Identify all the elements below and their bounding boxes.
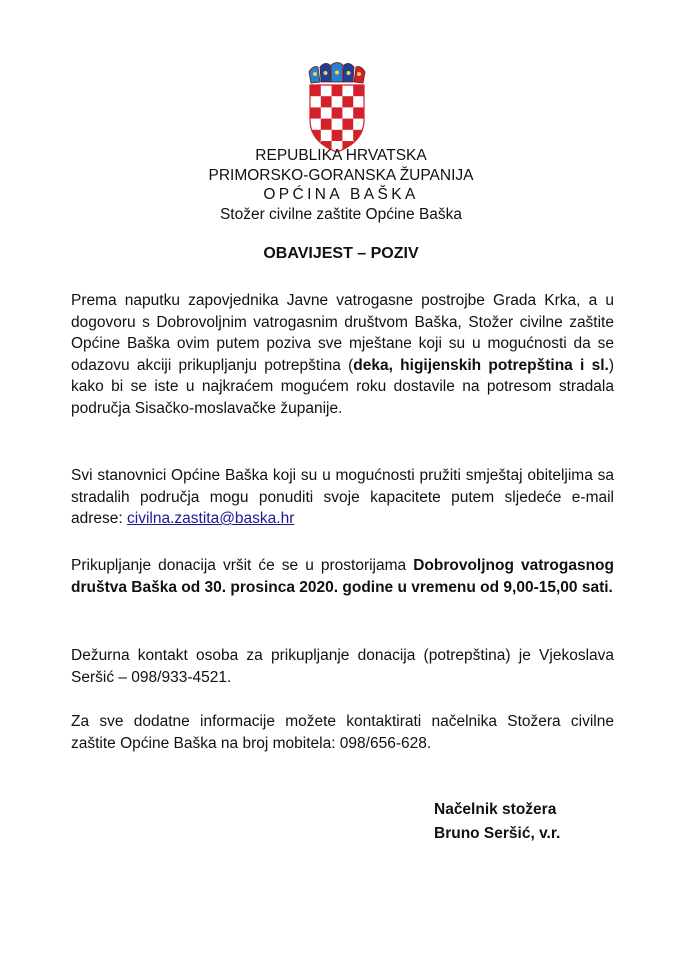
header-municipality: OPĆINA BAŠKA (263, 186, 419, 203)
checkerboard-shield-icon (310, 85, 364, 153)
paragraph-4: Dežurna kontakt osoba za prikupljanje donacija (potrepština) je Vjekoslava Seršić – 098/933-4521. (71, 647, 614, 686)
paragraph-3-bold: Dobrovoljnog vatrogasnog društva Baška od 30. prosinca 2020. godine u vremenu od 9,00-15,00 sati. (71, 557, 614, 596)
paragraph-2: Svi stanovnici Općine Baška koji su u mogućnosti pružiti smještaj obiteljima sa stradalih područja mogu ponuditi svoje kapacitete putem sljedeće e-mail adrese: civilna.zastita@baska.hr (71, 467, 614, 527)
crown-icon (309, 63, 365, 84)
paragraph-5: Za sve dodatne informacije možete kontaktirati načelnika Stožera civilne zaštite Općine Baška na broj mobitela: 098/656-628. (71, 713, 614, 752)
signature-role: Načelnik stožera (434, 801, 557, 818)
paragraph-1: Prema naputku zapovjednika Javne vatrogasne postrojbe Grada Krka, a u dogovoru s Dobrovoljnim vatrogasnim društvom Baška, Stožer civilne zaštite Općine Baška ovim putem poziva sve mještane koji su u mogućnosti da se odazovu akciji prikupljanju potrepština (deka, higijenskih potrepština i sl.) kako bi se iste u najkraćem mogućem roku dostavile na potresom stradala područja Sisačko-moslavačke županije. (71, 292, 614, 417)
paragraph-3: Prikupljanje donacija vršit će se u prostorijama Dobrovoljnog vatrogasnog društva Baška od 30. prosinca 2020. godine u vremenu od 9,00-15,00 sati. (71, 557, 614, 596)
croatian-coat-of-arms (307, 62, 367, 154)
paragraph-1-bold: deka, higijenskih potrepština i sl. (353, 356, 609, 374)
header-county: PRIMORSKO-GORANSKA ŽUPANIJA (208, 166, 474, 184)
document-header (0, 146, 682, 224)
email-link[interactable]: civilna.zastita@baska.hr (127, 510, 295, 527)
signature-block (434, 798, 560, 846)
header-republic: REPUBLIKA HRVATSKA (255, 147, 427, 164)
signature-name: Bruno Seršić, v.r. (434, 825, 561, 842)
header-civil-protection: Stožer civilne zaštite Općine Baška (219, 205, 463, 223)
document-title: OBAVIJEST – POZIV (263, 245, 419, 262)
